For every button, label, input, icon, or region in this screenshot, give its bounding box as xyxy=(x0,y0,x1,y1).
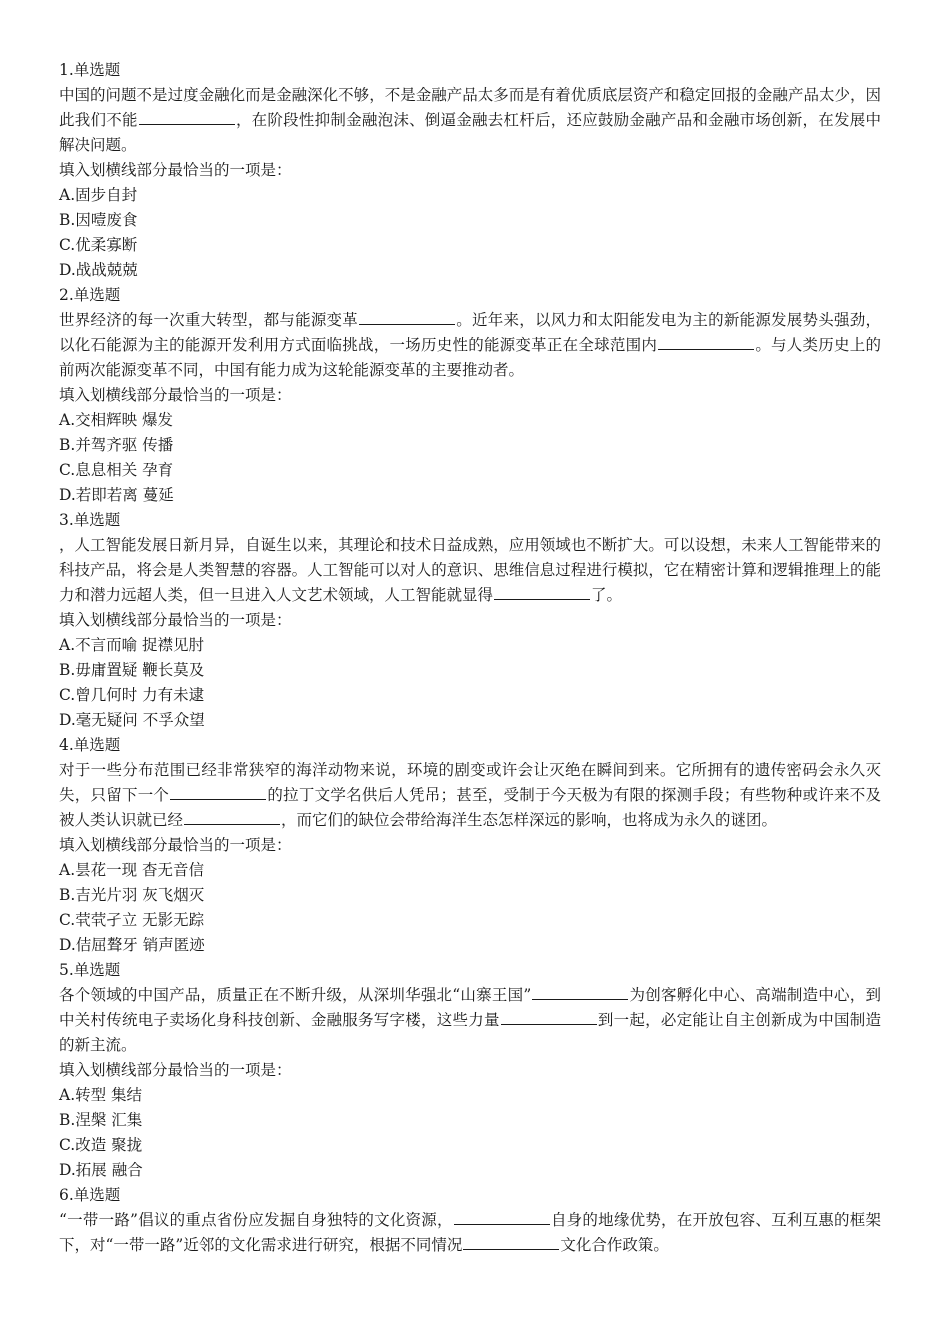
stem-text: “一带一路”倡议的重点省份应发掘自身独特的文化资源， xyxy=(59,1211,453,1229)
answer-blank xyxy=(139,110,235,125)
stem-text: 。与人类历史上的前两次能源变革不同，中国有能力成为这轮能源变革的主要推动者。 xyxy=(59,336,881,379)
stem-text: 文化合作政策。 xyxy=(560,1236,669,1254)
option-b[interactable]: B.并驾齐驱 传播 xyxy=(59,436,174,454)
question-stem xyxy=(59,533,881,608)
option-a[interactable]: A.固步自封 xyxy=(59,186,138,204)
question-4 xyxy=(59,733,881,958)
option-c[interactable]: C.息息相关 孕育 xyxy=(59,461,174,479)
answer-blank xyxy=(463,1235,559,1250)
question-prompt: 填入划横线部分最恰当的一项是： xyxy=(59,386,292,404)
option-b[interactable]: B.毋庸置疑 鞭长莫及 xyxy=(59,661,205,679)
option-a[interactable]: A.转型 集结 xyxy=(59,1086,143,1104)
option-c[interactable]: C.曾几何时 力有未逮 xyxy=(59,686,205,704)
stem-text: 到一起，必定能让自主创新成为中国制造的新主流。 xyxy=(59,1011,881,1054)
option-d[interactable]: D.战战兢兢 xyxy=(59,261,138,279)
stem-text: 。近年来，以风力和太阳能发电为主的新能源发展势头强劲，以化石能源为主的能源开发利用方式面临挑战，一场历史性的能源变革正在全球范围内 xyxy=(59,311,881,354)
answer-blank xyxy=(494,585,590,600)
option-d[interactable]: D.拓展 融合 xyxy=(59,1161,143,1179)
question-stem xyxy=(59,308,881,383)
question-header: 5.单选题 xyxy=(59,961,121,979)
question-stem xyxy=(59,758,881,833)
option-c[interactable]: C.改造 聚拢 xyxy=(59,1136,143,1154)
question-stem xyxy=(59,983,881,1058)
stem-text: 世界经济的每一次重大转型，都与能源变革 xyxy=(59,311,359,329)
option-c[interactable]: C.优柔寡断 xyxy=(59,236,138,254)
question-prompt: 填入划横线部分最恰当的一项是： xyxy=(59,836,292,854)
option-d[interactable]: D.若即若离 蔓延 xyxy=(59,486,174,504)
option-a[interactable]: A.交相辉映 爆发 xyxy=(59,411,174,429)
option-a[interactable]: A.昙花一现 杳无音信 xyxy=(59,861,205,879)
question-stem xyxy=(59,83,881,158)
question-1 xyxy=(59,58,881,283)
question-3 xyxy=(59,508,881,733)
option-d[interactable]: D.佶屈聱牙 销声匿迹 xyxy=(59,936,205,954)
stem-text: ，在阶段性抑制金融泡沫、倒逼金融去杠杆后，还应鼓励金融产品和金融市场创新，在发展中解决问题。 xyxy=(59,111,881,154)
answer-blank xyxy=(532,985,628,1000)
question-header: 4.单选题 xyxy=(59,736,121,754)
stem-text: 的拉丁文学名供后人凭吊；甚至，受制于今天极为有限的探测手段；有些物种或许来不及被人类认识就已经 xyxy=(59,786,881,829)
question-header: 1.单选题 xyxy=(59,61,121,79)
question-2 xyxy=(59,283,881,508)
question-stem xyxy=(59,1208,881,1258)
stem-text: 对于一些分布范围已经非常狭窄的海洋动物来说，环境的剧变或许会让灭绝在瞬间到来。它所拥有的遗传密码会永久灭失，只留下一个 xyxy=(59,761,881,804)
option-b[interactable]: B.因噎废食 xyxy=(59,211,138,229)
question-5 xyxy=(59,958,881,1183)
option-b[interactable]: B.吉光片羽 灰飞烟灭 xyxy=(59,886,205,904)
option-d[interactable]: D.毫无疑问 不孚众望 xyxy=(59,711,205,729)
question-header: 2.单选题 xyxy=(59,286,121,304)
answer-blank xyxy=(184,810,280,825)
stem-text: ，人工智能发展日新月异，自诞生以来，其理论和技术日益成熟，应用领域也不断扩大。可以设想，未来人工智能带来的科技产品，将会是人类智慧的容器。人工智能可以对人的意识、思维信息过程进行模拟，它在精密计算和逻辑推理上的能力和潜力远超人类，但一旦进入人文艺术领域，人工智能就显得 xyxy=(59,536,881,604)
question-6 xyxy=(59,1183,881,1258)
stem-text: 中国的问题不是过度金融化而是金融深化不够，不是金融产品太多而是有着优质底层资产和稳定回报的金融产品太少，因此我们不能 xyxy=(59,86,881,129)
answer-blank xyxy=(170,785,266,800)
answer-blank xyxy=(658,335,754,350)
stem-text: 了。 xyxy=(591,586,623,604)
question-header: 6.单选题 xyxy=(59,1186,121,1204)
document-page xyxy=(59,58,881,1258)
question-prompt: 填入划横线部分最恰当的一项是： xyxy=(59,611,292,629)
option-a[interactable]: A.不言而喻 捉襟见肘 xyxy=(59,636,205,654)
answer-blank xyxy=(501,1010,597,1025)
stem-text: 各个领域的中国产品，质量正在不断升级，从深圳华强北“山寨王国” xyxy=(59,986,532,1004)
answer-blank xyxy=(359,310,455,325)
question-header: 3.单选题 xyxy=(59,511,121,529)
stem-text: 自身的地缘优势，在开放包容、互利互惠的框架下，对“一带一路”近邻的文化需求进行研究，根据不同情况 xyxy=(59,1211,881,1254)
option-b[interactable]: B.涅槃 汇集 xyxy=(59,1111,143,1129)
option-c[interactable]: C.茕茕孑立 无影无踪 xyxy=(59,911,205,929)
question-prompt: 填入划横线部分最恰当的一项是： xyxy=(59,161,292,179)
answer-blank xyxy=(454,1210,550,1225)
stem-text: 为创客孵化中心、高端制造中心，到中关村传统电子卖场化身科技创新、金融服务写字楼，这些力量 xyxy=(59,986,881,1029)
stem-text: ，而它们的缺位会带给海洋生态怎样深远的影响，也将成为永久的谜团。 xyxy=(281,811,778,829)
question-prompt: 填入划横线部分最恰当的一项是： xyxy=(59,1061,292,1079)
